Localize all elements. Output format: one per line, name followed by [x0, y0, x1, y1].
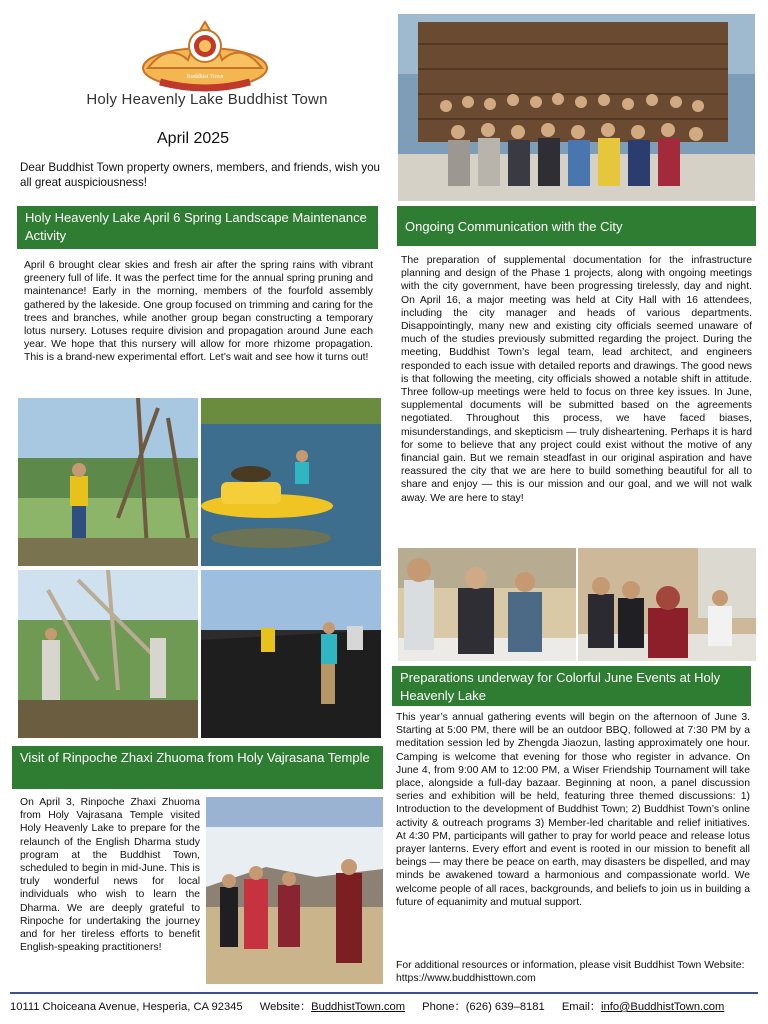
logo-text: Buddhist Town: [186, 74, 224, 80]
email-link[interactable]: info@BuddhistTown.com: [601, 1001, 725, 1013]
website-link[interactable]: BuddhistTown.com: [311, 1001, 406, 1013]
city-meeting-photo-1: [398, 548, 576, 661]
lotus-nursery-photo: [201, 570, 381, 738]
city-heading: Ongoing Communication with the City: [397, 206, 756, 246]
city-body: The preparation of supplemental documentation for the infrastructure planning and design of the Phase 1 projects, along with ongoing meetings with the city government, have been progressing tirelessly, day and night. On April 16, a major meeting was held at City Hall with 16 attendees, including the city manager and heads of various departments. Disappointingly, many new and existing city officials seemed unaware of much of the studies previously submitted regarding the project. During the meeting, Buddhist Town’s legal team, lead architect, and engineers responded to each issue with detailed reports and drawings. The good news is that following the meeting, city officials showed a notable shift in attitude. Three follow-up meetings were held to focus on three key issues. In June, supplemental documents will be submitted based on the agreements negotiated. Throughout this process, we have faced biases, misunderstandings, and skepticism — truly disheartening. Perhaps it is hard for some to believe that any project could exist without the motive of any financial gain. But we remain steadfast in our original aspiration and have reassured the city that we are here to build something beautiful for all to share and enjoy — this is our mission and our goal, and we will not walk away. We are here to stay!: [401, 255, 752, 504]
june-footnote: For additional resources or information, please visit Buddhist Town Website: https://www.buddhisttown.com: [396, 960, 745, 985]
lake-boat-photo: [201, 398, 381, 566]
footer-phone-label: Phone：: [422, 1001, 466, 1013]
buddhist-town-logo: [138, 12, 272, 92]
footer-website-label: Website：: [259, 1001, 312, 1013]
june-heading: Preparations underway for Colorful June Events at Holy Heavenly Lake: [392, 666, 751, 706]
footer-rule: [10, 992, 758, 994]
city-meeting-photo-2: [578, 548, 756, 661]
footer-phone: (626) 639–8181: [465, 1001, 545, 1013]
footer: [10, 998, 758, 1014]
greeting: Dear Buddhist Town property owners, members, and friends, wish you all great auspiciousness!: [20, 161, 381, 189]
rinpoche-heading: Visit of Rinpoche Zhaxi Zhuoma from Holy Vajrasana Temple: [12, 746, 383, 789]
rinpoche-visit-photo: [206, 797, 383, 984]
spring-body: April 6 brought clear skies and fresh air after the spring rains with vibrant greenery full of life. It was the perfect time for the annual spring pruning and maintenance! Early in the morning, members of the fourfold assembly gathered by the lakeside. One group focused on trimming and caring for the trees and branches, while another group began constructing a temporary lotus nursery. Lotuses require division and propagation around June each year. We hope that this nursery will allow for more rhizome propagation. This is a brand-new experimental effort. Let’s wait and see how it turns out!: [24, 260, 373, 364]
footer-email-label: Email：: [561, 1001, 601, 1013]
spring-heading: Holy Heavenly Lake April 6 Spring Landscape Maintenance Activity: [17, 206, 378, 249]
footer-address: 10111 Choiceana Avenue, Hesperia, CA 92345: [10, 1001, 243, 1013]
rinpoche-body: On April 3, Rinpoche Zhaxi Zhuoma from Holy Vajrasana Temple visited Holy Heavenly Lake to prepare for the relaunch of the English Dharma study program at the Buddhist Town, scheduled to begin in mid-June. This is truly wonderful news for local individuals who wish to learn the Dharma. We are deeply grateful to Rinpoche for undertaking the journey and for her tireless efforts to benefit English-speaking practitioners!: [20, 797, 200, 954]
trimming-photo: [18, 570, 198, 738]
group-photo: [398, 14, 755, 201]
issue-date: April 2025: [157, 130, 230, 147]
org-title: Holy Heavenly Lake Buddhist Town: [86, 91, 328, 108]
pruning-photo: [18, 398, 198, 566]
june-body: This year’s annual gathering events will begin on the afternoon of June 3. Starting at 5:00 PM, there will be an outdoor BBQ, followed at 7:30 PM by a meditation session led by Zhengda Jiaozun, lasting approximately one hour. Camping is welcome that evening for those who register in advance. On June 4, from 9:00 AM to 12:00 PM, a Wiser Friendship Tournament will take place, alongside a full-day bazaar. Beginning at noon, a panel discussion series and exhibition will be held, featuring three themed discussions: 1) Introduction to the development of Buddhist Town; 2) Buddhist Town’s online activity & outreach programs 3) Member-led charitable and relief initiatives. At 4:30 PM, participants will gather to pray for world peace and release lotus prayer lanterns. Every effort and event is rooted in our mission to benefit all beings — may there be peace on earth, may disasters be dispelled, and may minds be awakened toward a harmonious and compassionate world. We welcome people of all races, backgrounds, and beliefs to join us in building a future of equanimity and mutual support.: [396, 712, 750, 908]
